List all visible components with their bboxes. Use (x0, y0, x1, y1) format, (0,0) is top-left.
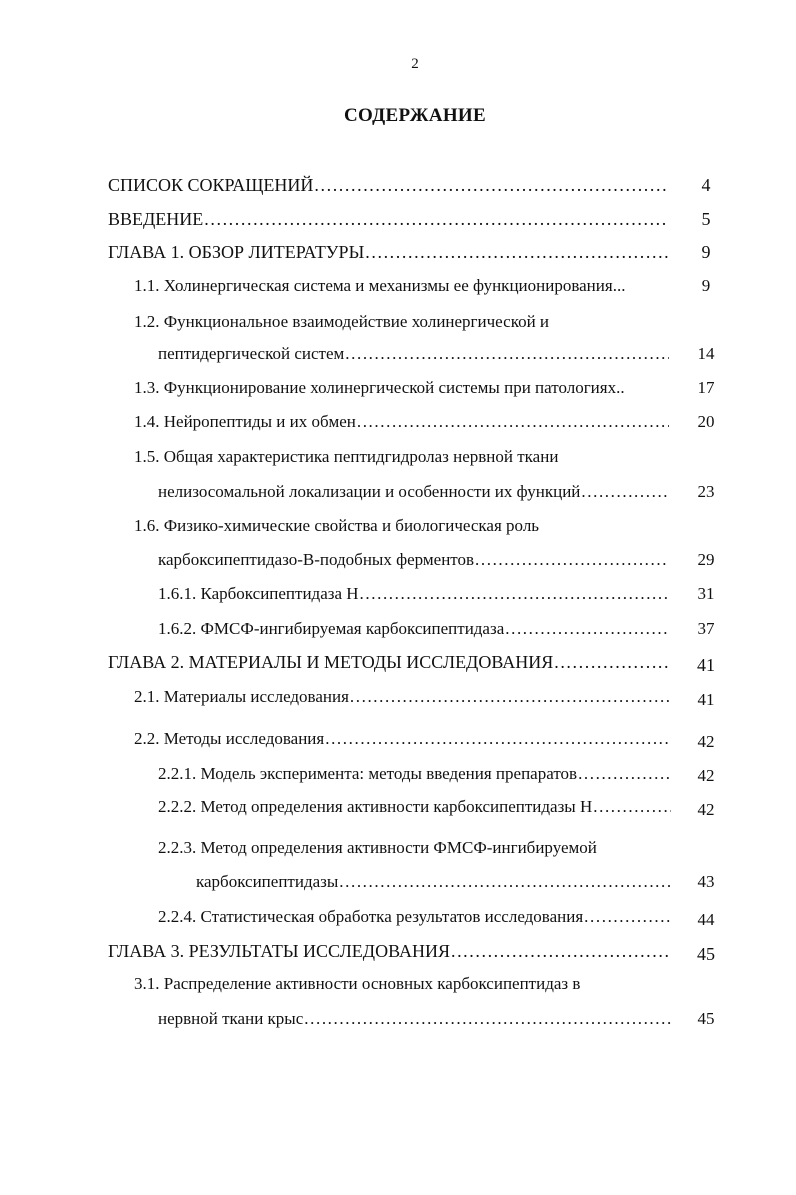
toc-page-number: 9 (701, 242, 711, 262)
toc-entry[interactable] (134, 514, 674, 538)
toc-page-number: 4 (701, 175, 711, 195)
toc-page-number: 23 (697, 482, 715, 501)
toc-page-number: 9 (701, 276, 711, 295)
toc-page-number: 42 (697, 800, 715, 819)
toc-entry[interactable] (108, 939, 671, 963)
toc-entry[interactable] (158, 836, 671, 860)
toc-entry-text: 1.4. Нейропептиды и их обмен (134, 412, 356, 431)
toc-entry[interactable] (158, 548, 669, 572)
toc-page-number: 43 (697, 872, 715, 891)
toc-entry-text: 2.2.3. Метод определения активности ФМСФ-ингибируемой (158, 838, 597, 857)
toc-entry[interactable] (158, 1007, 671, 1031)
toc-page-number: 20 (697, 412, 715, 431)
toc-entry[interactable] (108, 240, 669, 264)
dot-leader (578, 762, 671, 786)
toc-entry-text: 2.2.2. Метод определения активности карбоксипептидазы Н (158, 797, 593, 816)
dot-leader (475, 548, 669, 572)
toc-entry[interactable] (108, 650, 669, 674)
toc-page-number: 45 (697, 1009, 715, 1028)
toc-page-number: 29 (697, 550, 715, 569)
toc-entry-text: 1.6. Физико-химические свойства и биологическая роль (134, 516, 540, 535)
toc-entry-text: нервной ткани крыс (158, 1009, 304, 1028)
toc-entry-text: карбоксипептидазо-В-подобных ферментов (158, 550, 475, 569)
toc-entry[interactable] (158, 762, 671, 786)
toc-entry[interactable] (134, 274, 674, 298)
toc-entry[interactable] (108, 173, 669, 197)
toc-entry-text: карбоксипептидазы (196, 872, 339, 891)
dot-leader (554, 650, 669, 674)
dot-leader (339, 870, 671, 894)
toc-entry-text: нелизосомальной локализации и особенности их функций (158, 482, 581, 501)
toc-entry-text: СПИСОК СОКРАЩЕНИЙ (108, 175, 314, 195)
toc-entry[interactable] (158, 342, 669, 366)
dot-leader (357, 410, 669, 434)
toc-entry-text: 1.5. Общая характеристика пептидгидролаз нервной ткани (134, 447, 559, 466)
toc-entry-text: 3.1. Распределение активности основных карбоксипептидаз в (134, 974, 581, 993)
toc-entry-text: 2.2. Методы исследования (134, 729, 325, 748)
toc-entry[interactable] (158, 795, 671, 819)
toc-entry[interactable] (158, 617, 669, 641)
toc-entry[interactable] (134, 376, 674, 400)
dot-leader (314, 173, 669, 197)
toc-entry-text: ГЛАВА 3. РЕЗУЛЬТАТЫ ИССЛЕДОВАНИЯ (108, 941, 450, 961)
toc-entry[interactable] (196, 870, 671, 894)
toc-entry-text: ГЛАВА 2. МАТЕРИАЛЫ И МЕТОДЫ ИССЛЕДОВАНИЯ (108, 652, 554, 672)
toc-entry-text: 2.1. Материалы исследования (134, 687, 349, 706)
toc-page-number: 17 (697, 378, 715, 397)
toc-entry[interactable] (158, 582, 669, 606)
dot-leader (365, 240, 669, 264)
toc-page-number: 31 (697, 584, 715, 603)
toc-page-number: 5 (701, 209, 711, 229)
toc-page-number: 41 (697, 655, 715, 675)
toc-entry[interactable] (134, 445, 674, 469)
toc-entry[interactable] (108, 207, 669, 231)
toc-entry[interactable] (134, 972, 674, 996)
toc-entry[interactable] (134, 310, 674, 334)
toc-entry-text: 1.6.2. ФМСФ-ингибируемая карбоксипептидаза (158, 619, 505, 638)
toc-entry-text: 2.2.4. Статистическая обработка результатов исследования (158, 907, 584, 926)
toc-entry-text: 1.1. Холинергическая система и механизмы ее функционирования... (134, 276, 626, 295)
dot-leader (325, 727, 671, 751)
toc-page-number: 41 (697, 690, 715, 709)
toc-entry-text: ГЛАВА 1. ОБЗОР ЛИТЕРАТУРЫ (108, 242, 365, 262)
page-title: СОДЕРЖАНИЕ (344, 105, 486, 126)
toc-entry[interactable] (134, 727, 671, 751)
toc-entry[interactable] (158, 480, 669, 504)
page-number: 2 (411, 56, 419, 72)
toc-entry[interactable] (134, 410, 669, 434)
dot-leader (304, 1007, 671, 1031)
toc-entry-text: ВВЕДЕНИЕ (108, 209, 204, 229)
dot-leader (451, 939, 671, 963)
dot-leader (593, 795, 671, 819)
dot-leader (204, 207, 669, 231)
toc-page-number: 37 (697, 619, 715, 638)
toc-entry-text: 2.2.1. Модель эксперимента: методы введения препаратов (158, 764, 578, 783)
dot-leader (350, 685, 671, 709)
dot-leader (345, 342, 669, 366)
toc-entry-text: 1.3. Функционирование холинергической системы при патологиях.. (134, 378, 625, 397)
toc-entry-text: 1.2. Функциональное взаимодействие холинергической и (134, 312, 550, 331)
toc-entry-text: пептидергической систем (158, 344, 345, 363)
dot-leader (584, 905, 671, 929)
dot-leader (360, 582, 669, 606)
toc-entry-text: 1.6.1. Карбоксипептидаза Н (158, 584, 359, 603)
toc-page-number: 14 (697, 344, 715, 363)
toc-page-number: 42 (697, 732, 715, 751)
toc-page-number: 42 (697, 766, 715, 785)
toc-entry[interactable] (134, 685, 671, 709)
toc-page-number: 44 (697, 910, 715, 929)
toc-page-number: 45 (697, 944, 715, 964)
dot-leader (581, 480, 669, 504)
toc-entry[interactable] (158, 905, 671, 929)
dot-leader (505, 617, 669, 641)
